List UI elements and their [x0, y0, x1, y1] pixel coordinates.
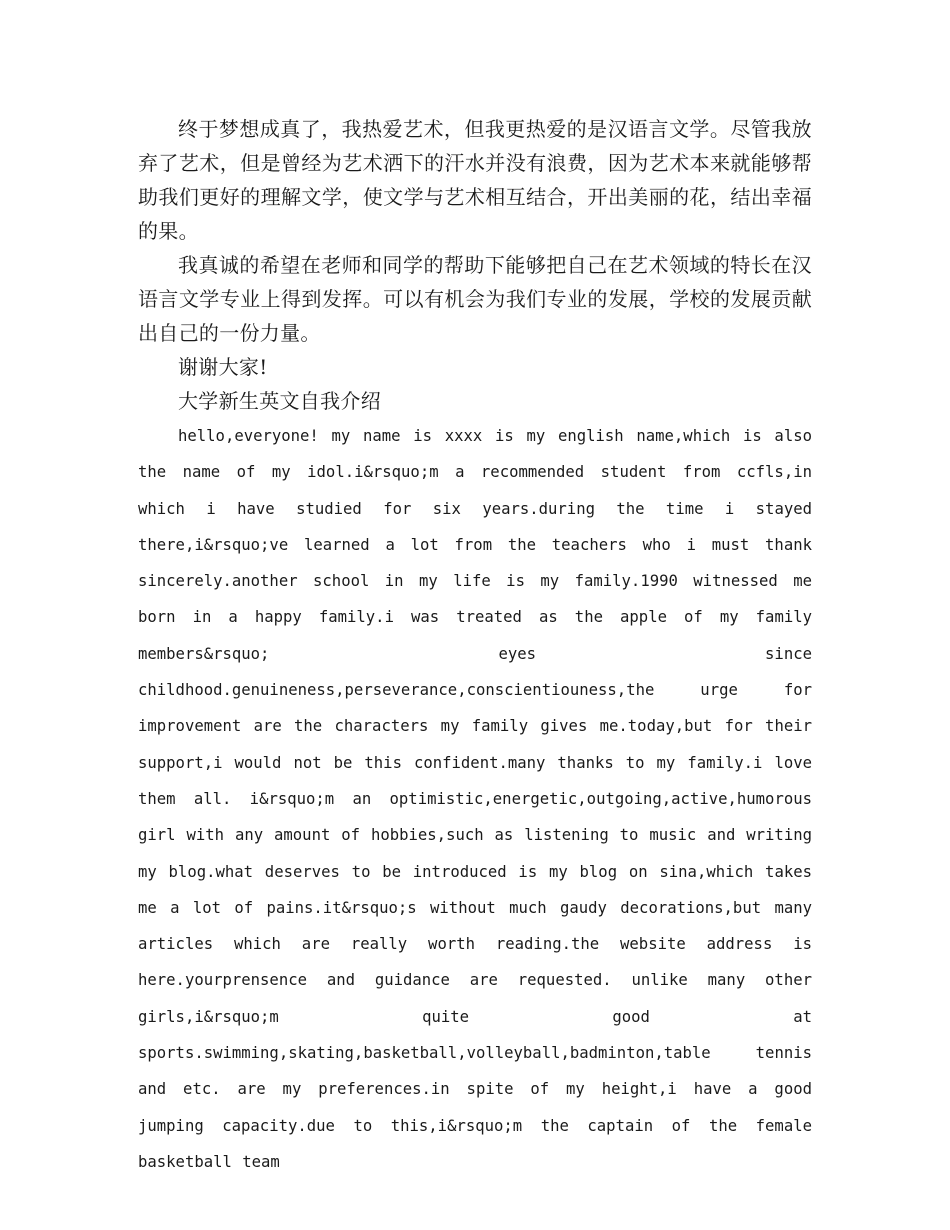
paragraph-dream-come-true: 终于梦想成真了，我热爱艺术，但我更热爱的是汉语言文学。尽管我放弃了艺术，但是曾经为艺术洒下的汗水并没有浪费，因为艺术本来就能够帮助我们更好的理解文学，使文学与艺术相互结合，开出美丽的花，结出幸福的果。 — [138, 117, 812, 243]
paragraph-hope: 我真诚的希望在老师和同学的帮助下能够把自己在艺术领域的特长在汉语言文学专业上得到发挥。可以有机会为我们专业的发展，学校的发展贡献出自己的一份力量。 — [138, 253, 812, 345]
document-page — [138, 112, 812, 1180]
section-heading-english-intro: 大学新生英文自我介绍 — [178, 389, 381, 413]
paragraph-english-introduction: hello,everyone! my name is xxxx is my english name,which is also the name of my idol.i&rsquo;m a recommended student from ccfls,in which i have studied for six years.during the time i stayed there,i&rsquo;ve learned a lot from the teachers who i must thank sincerely.another school in my life is my family.1990 witnessed me born in a happy family.i was treated as the apple of my family members&rsquo; eyes since childhood.genuineness,perseverance,conscientiouness,the urge for improvement are the characters my family gives me.today,but for their support,i would not be this confident.many thanks to my family.i love them all. i&rsquo;m an optimistic,energetic,outgoing,active,humorous girl with any amount of hobbies,such as listening to music and writing my blog.what deserves to be introduced is my blog on sina,which takes me a lot of pains.it&rsquo;s without much gaudy decorations,but many articles which are really worth reading.the website address is here.yourprensence and guidance are requested. unlike many other girls,i&rsquo;m quite good at sports.swimming,skating,basketball,volleyball,badminton,table tennis and etc. are my preferences.in spite of my height,i have a good jumping capacity.due to this,i&rsquo;m the captain of the female basketball team — [138, 427, 812, 1171]
paragraph-thanks: 谢谢大家! — [178, 355, 268, 379]
